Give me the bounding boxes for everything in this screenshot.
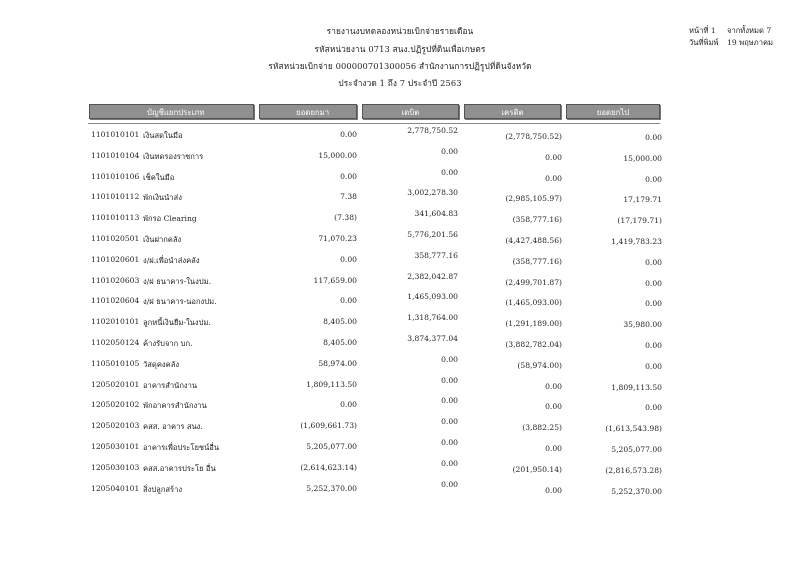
account-name: คสส.อาคารประโย อื่น	[143, 464, 216, 473]
closing-balance: 0.00	[645, 299, 662, 308]
col-header-credit: เครดิต	[464, 104, 561, 119]
table-row	[0, 376, 800, 394]
credit-amount: 0.00	[545, 153, 562, 162]
table-row	[0, 272, 800, 290]
account-code: 1205030103	[91, 463, 140, 472]
credit-amount: (2,985,105.97)	[505, 194, 562, 203]
account-name: ลูกหนี้เงินยืม-ในงปม.	[143, 318, 211, 327]
opening-balance: 5,205,077.00	[306, 442, 357, 451]
account-code: 1101010112	[91, 192, 140, 201]
debit-amount: 5,776,201.56	[407, 230, 458, 239]
credit-amount: (4,427,488.56)	[505, 236, 562, 245]
closing-balance: (17,179.71)	[617, 216, 662, 225]
opening-balance: 8,405.00	[323, 317, 357, 326]
table-row	[0, 480, 800, 498]
table-row	[0, 355, 800, 373]
account-code: 1101010104	[91, 151, 140, 160]
debit-amount: 2,382,042.87	[407, 272, 458, 281]
closing-balance: 5,205,077.00	[611, 445, 662, 454]
col-header-opening: ยอดยกมา	[259, 104, 357, 119]
debit-amount: 341,604.83	[414, 209, 458, 218]
account-code: 1102050124	[91, 338, 140, 347]
table-row	[0, 417, 800, 435]
account-name: เงินฝากคลัง	[143, 235, 182, 244]
credit-amount: (3,882,782.04)	[505, 340, 562, 349]
account-code: 1205030101	[91, 442, 140, 451]
credit-amount: (201,950.14)	[512, 465, 562, 474]
closing-balance: 0.00	[645, 341, 662, 350]
account-code: 1205020101	[91, 380, 140, 389]
debit-amount: 358,777.16	[414, 251, 458, 260]
account-code: 1205020103	[91, 421, 140, 430]
credit-amount: 0.00	[545, 486, 562, 495]
debit-amount: 1,465,093.00	[407, 292, 458, 301]
debit-amount: 0.00	[441, 438, 458, 447]
table-row	[0, 313, 800, 331]
page-number: หน้าที่ 1	[689, 26, 716, 35]
table-row	[0, 396, 800, 414]
account-code: 1105010105	[91, 359, 140, 368]
credit-amount: (2,499,701.87)	[505, 278, 562, 287]
debit-amount: 3,874,377.04	[407, 334, 458, 343]
opening-balance: 0.00	[340, 172, 357, 181]
table-row	[0, 251, 800, 269]
credit-amount: (358,777.16)	[512, 215, 562, 224]
opening-balance: 71,070.23	[318, 234, 357, 243]
closing-balance: 35,980.00	[623, 320, 662, 329]
table-row	[0, 334, 800, 352]
debit-amount: 2,778,750.52	[407, 126, 458, 135]
opening-balance: 58,974.00	[318, 359, 357, 368]
closing-balance: (1,613,543.98)	[605, 424, 662, 433]
closing-balance: 1,419,783.23	[611, 237, 662, 246]
debit-amount: 1,318,764.00	[407, 313, 458, 322]
closing-balance: 17,179.71	[623, 195, 662, 204]
debit-amount: 0.00	[441, 396, 458, 405]
credit-amount: (58,974.00)	[517, 361, 562, 370]
account-name: พักอาคารสำนักงาน	[143, 401, 207, 410]
header-divider	[88, 123, 660, 124]
table-row	[0, 126, 800, 144]
account-code: 1101020604	[91, 296, 140, 305]
account-name: ง/ฝ ธนาคาร-ในงปม.	[143, 277, 212, 286]
closing-balance: (2,816,573.28)	[605, 466, 662, 475]
debit-amount: 0.00	[441, 417, 458, 426]
opening-balance: 0.00	[340, 400, 357, 409]
account-name: ง/ฝ.เพื่อนำส่งคลัง	[143, 256, 200, 265]
account-code: 1205040101	[91, 484, 140, 493]
opening-balance: 0.00	[340, 130, 357, 139]
credit-amount: (358,777.16)	[512, 257, 562, 266]
debit-amount: 0.00	[441, 147, 458, 156]
account-name: เงินทดรองราชการ	[143, 152, 204, 161]
debit-amount: 0.00	[441, 480, 458, 489]
col-header-debit: เดบิต	[362, 104, 459, 119]
account-name: เช็คในมือ	[143, 173, 175, 182]
agency-line: รหัสหน่วยงาน 0713 สนง.ปฏิรูปที่ดินเพื่อเกษตร	[314, 44, 486, 54]
opening-balance: 1,809,113.50	[306, 380, 357, 389]
table-row	[0, 209, 800, 227]
table-row	[0, 168, 800, 186]
account-name: คสส. อาคาร สนง.	[143, 422, 203, 431]
credit-amount: (1,291,189.00)	[505, 319, 562, 328]
credit-amount: (2,778,750.52)	[505, 132, 562, 141]
col-header-closing: ยอดยกไป	[566, 104, 660, 119]
print-date: 19 พฤษภาคม	[727, 38, 774, 47]
opening-balance: 5,252,370.00	[306, 484, 357, 493]
credit-amount: 0.00	[545, 402, 562, 411]
account-name: เงินสดในมือ	[143, 131, 183, 140]
page-total: จากทั้งหมด 7	[727, 26, 772, 35]
credit-amount: 0.00	[545, 444, 562, 453]
opening-balance: (2,614,623.14)	[300, 463, 357, 472]
disbursing-unit-line: รหัสหน่วยเบิกจ่าย 000000701300056 สำนักงานการปฏิรูปที่ดินจังหวัด	[268, 61, 532, 71]
account-code: 1102010101	[91, 317, 140, 326]
debit-amount: 3,002,278.30	[407, 188, 458, 197]
account-code: 1101010106	[91, 172, 140, 181]
opening-balance: 7.38	[340, 192, 357, 201]
table-row	[0, 147, 800, 165]
opening-balance: 117,659.00	[313, 276, 357, 285]
account-name: อาคารสำนักงาน	[143, 381, 198, 390]
table-row	[0, 230, 800, 248]
col-header-account: บัญชีแยกประเภท	[89, 104, 254, 119]
table-row	[0, 438, 800, 456]
account-code: 1205020102	[91, 400, 140, 409]
closing-balance: 0.00	[645, 258, 662, 267]
debit-amount: 0.00	[441, 355, 458, 364]
credit-amount: (3,882.25)	[522, 423, 562, 432]
opening-balance: (1,609,661.73)	[300, 421, 357, 430]
account-name: สิ่งปลูกสร้าง	[143, 485, 183, 494]
report-title: รายงานงบทดลองหน่วยเบิกจ่ายรายเดือน	[326, 26, 474, 36]
opening-balance: 8,405.00	[323, 338, 357, 347]
opening-balance: (7.38)	[334, 213, 357, 222]
account-code: 1101020501	[91, 234, 140, 243]
account-name: พักรอ Clearing	[143, 214, 197, 223]
closing-balance: 0.00	[645, 403, 662, 412]
opening-balance: 0.00	[340, 296, 357, 305]
account-code: 1101020601	[91, 255, 140, 264]
print-date-label: วันที่พิมพ์	[689, 38, 719, 47]
account-code: 1101010113	[91, 213, 140, 222]
closing-balance: 5,252,370.00	[611, 487, 662, 496]
account-name: พักเงินนำส่ง	[143, 193, 182, 202]
period-line: ประจำงวด 1 ถึง 7 ประจำปี 2563	[338, 78, 462, 88]
table-row	[0, 188, 800, 206]
table-row	[0, 459, 800, 477]
closing-balance: 1,809,113.50	[611, 383, 662, 392]
credit-amount: (1,465,093.00)	[505, 298, 562, 307]
account-name: อาคารเพื่อประโยชน์อื่น	[143, 443, 220, 452]
closing-balance: 0.00	[645, 175, 662, 184]
account-name: ค้างรับจาก บก.	[143, 339, 193, 348]
debit-amount: 0.00	[441, 459, 458, 468]
closing-balance: 0.00	[645, 362, 662, 371]
debit-amount: 0.00	[441, 168, 458, 177]
closing-balance: 15,000.00	[623, 154, 662, 163]
account-name: วัสดุคงคลัง	[143, 360, 180, 369]
credit-amount: 0.00	[545, 174, 562, 183]
table-row	[0, 292, 800, 310]
account-code: 1101010101	[91, 130, 140, 139]
closing-balance: 0.00	[645, 133, 662, 142]
opening-balance: 15,000.00	[318, 151, 357, 160]
account-code: 1101020603	[91, 276, 140, 285]
credit-amount: 0.00	[545, 382, 562, 391]
account-name: ง/ฝ ธนาคาร-นอกงปม.	[143, 297, 217, 306]
opening-balance: 0.00	[340, 255, 357, 264]
debit-amount: 0.00	[441, 376, 458, 385]
closing-balance: 0.00	[645, 279, 662, 288]
